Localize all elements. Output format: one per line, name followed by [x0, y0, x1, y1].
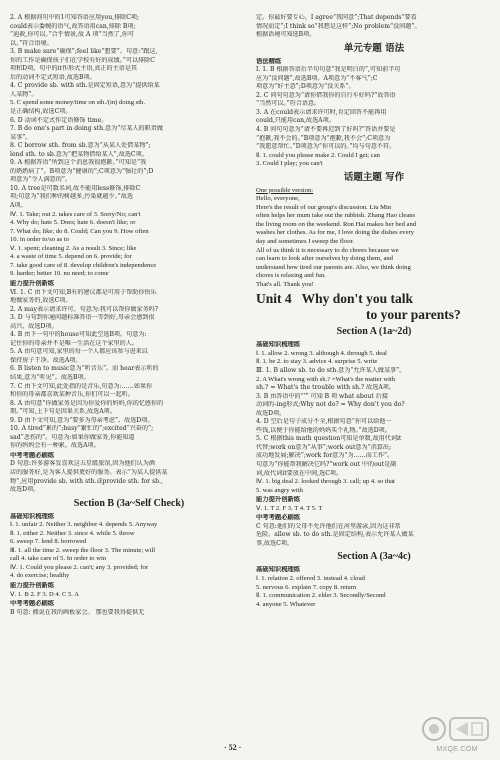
answer-line: 10. in order to/so as to	[10, 236, 69, 244]
answer-line: Ⅰ. 1. B 根据答语后半句句意“我是明白的”,可知前半句	[256, 66, 401, 74]
answer-line: understand how tired our parents are. Also, we think doing	[256, 263, 411, 271]
unit-title-line-2: to your parents?	[366, 307, 461, 323]
answer-line: “抱歉,我不会的。”B项意为“抱歉,我不会”;C项意为	[256, 134, 391, 142]
answer-line: One possible version:	[256, 186, 314, 194]
answer-line: 3. D 与句到你通问题标准答语一等到好,母亲会感到很	[10, 314, 155, 322]
answer-line: 4. anyone 5. Whatever	[256, 600, 316, 608]
answer-line: often helps her mum take out the rubbish. Zhang Hao cleans	[256, 212, 416, 220]
answer-line: 8. C borrow sth. from sb.意为“从某人处借某物”;	[10, 142, 151, 150]
answer-line: 2. A 根据问句中的1可知答语应用you,排除C项;	[10, 14, 140, 21]
answer-line: 10. A tree是可数名词,故不能用less修饰,排除C	[10, 184, 141, 192]
answer-line: D 句意:许多游客发喜欢这五星级旅馆,因为他们认为酒	[10, 460, 155, 468]
answer-line: 2. A What's wrong with sh.? =What's the matter with	[256, 375, 396, 383]
answer-line: 8. A 由句意“你做家务是因为你爱你的妈妈,你的忆感你的	[10, 399, 164, 407]
answer-line: 某事”。	[10, 133, 32, 141]
answer-line: Ⅴ. 1. spent; cleaning 2. As a result 3. Since; like	[10, 244, 137, 252]
answer-line: 6. D 动词不定式作定语修饰 time。	[10, 116, 108, 124]
answer-line: 后的动词不定式短语,故选B项。	[10, 73, 96, 81]
unit-title-line-1: Why don't you talk	[301, 291, 414, 307]
answer-line: Ⅵ. 1. C 由下文可知,B有的建议都是可用于帮助你快乐	[10, 288, 157, 296]
answer-line: 物”,应用provide sb. with sth.或provide sth. for sb.,	[10, 477, 163, 485]
answer-line: All of us think it is necessary to do chores because we	[256, 246, 399, 254]
page-number: · 52 ·	[224, 743, 242, 752]
answer-line: 6. B listen to music意为“听音乐”。而 hear表示听的	[10, 365, 159, 373]
answer-line: 记住你的母亲并不是唯一生活在这个家里的人。	[10, 339, 138, 347]
answer-line: “我愿意帮忙。”D项意为“你可以的。”均与句意不符。	[256, 143, 396, 151]
answer-line: 3. B make sure“确保”;feel like“想要”。句意:“跟这,	[10, 48, 158, 56]
subheading-basic-right-2: 基础知识梳理练	[256, 566, 301, 574]
answer-line: 4. do exercise; healthy	[10, 572, 70, 580]
answer-line: 9. harder; better 10. no need; to come	[10, 270, 109, 278]
answer-line: 5. A 由句意可知,家里的每一个人都应该参与进来以	[10, 348, 148, 356]
right-answers-top	[256, 14, 492, 40]
answer-line: 5. was angry with	[256, 486, 303, 494]
answer-line: 些钱,以便于你能给他的妈妈买个礼物。”故选D项。	[256, 426, 391, 434]
answer-line: 3. B 由答语中的“'” 可知 B 项 what about 后接	[256, 392, 388, 400]
answer-line: 2. A may表示请求许可。句意为:我可以帮你做家务吗?	[10, 305, 159, 313]
answer-line: Ⅳ. 1. Take; out 2. takes care of 3. Sorry/No; can't	[10, 210, 141, 218]
left-column	[10, 14, 248, 617]
watermark-logo	[420, 712, 494, 756]
answer-line: B 句意: 搬说在我的画板家会。 那也要我得提供无	[10, 608, 145, 616]
answer-line: 应为“没问题”,故选B项。A项意为“不客气”;C	[256, 74, 378, 82]
subheading-ability: 能力提升创新练	[10, 279, 55, 287]
answer-line: 保持房子干净。故选A项。	[10, 356, 82, 364]
answer-line: 地做家务的,故选C项。	[10, 297, 72, 305]
answer-line: 项意为“好主意”;D项意为“没关系”。	[256, 83, 355, 91]
answer-line: Hello, everyone,	[256, 195, 300, 203]
answer-line: 9. D 由下文可知,意为“要多为母亲考虑”。故选D项。	[10, 416, 154, 424]
right-grammar-answers	[256, 66, 492, 169]
answer-line: 情况而定”;I think so“我想是这样”;No problem“没问题”。	[256, 22, 421, 30]
answer-line: 的奶奶病了”。B项意为“健康的”;C项意为“强壮的”;D	[10, 167, 154, 175]
right-column	[256, 14, 492, 609]
answer-line: “当然可以。”符合语意。	[256, 100, 321, 108]
left-exam-answers	[10, 460, 248, 494]
answer-line: 动词的-ing形式;Why not do? = Why don't you do?	[256, 401, 405, 409]
right-exam-answers	[256, 523, 492, 549]
answer-line: Ⅰ. 1. allow 2. wrong 3. although 4. through 5. deal	[256, 349, 387, 357]
section-a-title: Section A (1a~2d)	[336, 326, 412, 338]
answer-line: lend sth. to sb.意为“把某物借给某人”,故选C项。	[10, 150, 148, 158]
answer-line: 4. Why do; hate 5. Does; hate 6. doesn't like; or	[10, 219, 136, 227]
subheading-exam-2: 中考考题必刷练	[10, 600, 55, 608]
answer-line: Ⅳ. 1. Could you please 2. can't; any 3. provided; for	[10, 563, 149, 571]
subheading-basic: 基础知识梳理练	[10, 512, 55, 520]
answer-line: 和你的母亲都喜欢某种音乐,你们可以一起听。	[10, 391, 134, 399]
answer-line: 4. D 空后是句子成分不全,根据句意“你可以给他一	[256, 418, 392, 426]
answer-line: Ⅲ. 1. all the time 2. sweep the floor 3. The minute; will	[10, 546, 156, 554]
answer-line: Ⅲ. 1. B allow sb. to do sth.意为“允许某人做某事”。	[256, 366, 406, 374]
answer-line: 7. C 由下文可知,此处指的是音乐,句意为:……如果你	[10, 382, 153, 390]
answer-line: Ⅱ. 1. be 2. to stay 3. advice 4. surprise 5. write	[256, 358, 378, 366]
answer-line: 店的服务好,是为客人提供更好的服务。表示“为某人提供某	[10, 468, 168, 476]
answer-line: 故选D项。	[10, 486, 40, 494]
answer-line: 4. C provide sb. with sth.是固定短语,意为“提供给某	[10, 82, 160, 90]
right-basic-answers-2	[256, 575, 492, 609]
unit-label: Unit 4	[256, 291, 292, 307]
section-b-title: Section B (3a~Self Check)	[73, 497, 185, 509]
answer-line: sh.? = What's the trouble with sh.? 故选A项。	[256, 384, 395, 392]
answer-line: chores is relaxing and fun.	[256, 272, 326, 280]
answer-line: 5. C spend some money/time on sth./(in) doing sth.	[10, 99, 145, 107]
answer-line: 危险。allow sb. to do sth.是固定结构,表示允许某人做某	[256, 531, 414, 539]
answer-line: Ⅱ. 1. could you please make 2. Could I get; can	[256, 151, 380, 159]
answer-line: That's all. Thank you!	[256, 280, 314, 288]
answer-line: Ⅴ. 1. B 2. F 3. D 4. C 5. A	[10, 590, 79, 598]
answer-line: 句意为“你能帮我解决它吗?”work out 中的out是副	[256, 460, 397, 468]
answer-line: Ⅱ. 1. communication 2. elder 3. Secondly/Second	[256, 592, 386, 600]
topic-writing-title: 话题主题 写作	[343, 171, 405, 183]
left-ability-answers-2	[10, 591, 248, 600]
answer-line: 定。你最好要专心。I agree“我同意”;That depends“要看	[256, 14, 417, 21]
answer-line: Ⅰ. 1. unfair 2. Neither 3. neighbor 4. depends 5. Anyway	[10, 521, 158, 529]
answer-line: 高兴。故选D项。	[10, 322, 58, 330]
answer-line: the living room on the weekend. Ron Hai makes her bed and	[256, 220, 417, 228]
subheading-basic-right: 基础知识梳理练	[256, 341, 301, 349]
answer-line: 3. Could I play; you can't	[256, 160, 323, 168]
subheading-ability-2: 能力提升创新练	[10, 582, 55, 589]
answer-line: 项和D项。句中的it作形式主语,真正的主语是其	[10, 65, 138, 73]
answer-line: day and sometimes I sweep the floor.	[256, 238, 354, 246]
answer-line: 4. B 由下一句中的house可知此空选B项。句意为:	[10, 331, 147, 339]
subheading-exam-right: 中考考题必刷练	[256, 514, 301, 522]
answer-line: 人某物”。	[10, 90, 38, 98]
answer-line: 2. C 问句句意为“请你借我你的自行车好吗?”故答语	[256, 91, 396, 99]
answer-line: could,只能用can,故选A项。	[256, 117, 335, 125]
answer-line: 代替;work on意为“从事”;work out意为“消算出;	[256, 443, 392, 451]
answer-line: 期。”可知,上下句是因果关系,故选A项。	[10, 408, 116, 416]
answer-line: can learn to look after ourselves by doing them, and	[256, 255, 393, 263]
answer-line: 事,故选C项。	[256, 539, 294, 547]
answer-line: 6. sweep 7. lend 8. borrowed	[10, 538, 87, 546]
answer-line: 项意为“令人满意的”。	[10, 176, 72, 184]
answer-line: 词,故代词it要放在中间,选C项。	[256, 469, 343, 477]
section-a2-title: Section A (3a~4c)	[337, 551, 411, 563]
answer-line: 你的工作是确保孩子们在学校有好的成绩。”可以排除C	[10, 56, 155, 64]
left-answers-top	[10, 14, 248, 211]
answer-line: 故选D项。	[256, 409, 286, 417]
answer-line: 你的妈妈会有一种累。故选A项。	[10, 442, 100, 450]
answer-line: 5. nervous 6. explain 7. copy 8. return	[256, 583, 357, 591]
answer-line: Ⅳ. 1. big deal 2. looked through 3. call; up 4. so that	[256, 478, 395, 486]
subheading-grammar: 语法精练	[256, 57, 282, 65]
right-basic-answers	[256, 350, 492, 495]
answer-line: “迪救,你可以。”合乎情景,故 A 项“当然了,你可	[10, 31, 134, 39]
answer-line: 4. B 问句句意为“请不要再迟到了好吗?”答语并要是	[256, 126, 396, 134]
watermark-logo-icon	[420, 712, 494, 746]
answer-line: 7. B do one's part in doing sth.意为“尽某人的职责做	[10, 125, 163, 133]
answer-line: Here's the result of our group's discussion. Liu Min	[256, 203, 392, 211]
answer-line: 成功地发展;解决”;work for意为“为……而工作”。	[256, 452, 394, 460]
answer-line: 7. What do; like; do 8. Could; Can you 9. How often	[10, 227, 149, 235]
answer-line: Ⅴ. 1. T 2. F 3. T 4. T 5. T	[256, 504, 323, 512]
answer-line: Ⅱ. 1. either 2. Neither 3. since 4. while 5. throw	[10, 529, 135, 537]
unit-topic-grammar-title: 单元专题 语法	[343, 42, 405, 54]
answer-line: Ⅰ. 1. relation 2. offered 3. instead 4. cloud	[256, 574, 365, 582]
answer-line: 5. C 根据this math question可知是单数,故用代词it	[256, 435, 402, 443]
answer-line: 项;句意为“我们种的树越多,污染就越少。”故选	[10, 193, 133, 201]
unit-title	[256, 291, 492, 307]
left-exam-answers-2	[10, 609, 248, 618]
left-ability-answers	[10, 289, 248, 451]
answer-line: could表示委婉的语气,故答语用can,排除 B项;	[10, 22, 136, 30]
answer-line: 以。”符合语境。	[10, 39, 53, 47]
writing-sample	[256, 187, 492, 290]
answer-line: A项。	[10, 202, 27, 210]
answer-line: 9. A 根据答语“所到这个消息我很抱歉。”可知是“我	[10, 159, 147, 167]
subheading-exam: 中考考题必刷练	[10, 451, 55, 459]
answer-line: call 4. take care of 5. In order to win	[10, 555, 107, 563]
answer-line: 是正确结构,故选C项。	[10, 108, 72, 116]
answer-line: 10. A tired“累的”;busy“繁忙的”;excited“兴奋的”;	[10, 425, 154, 433]
answer-line: 7. take good care of 8. develop children's independence	[10, 261, 157, 269]
left-fill-answers	[10, 211, 248, 279]
watermark-text: MXQE.COM	[436, 746, 478, 753]
answer-line: 根据语境可知选B项。	[256, 31, 316, 39]
answer-line: 3. A 在could表示请求许可时,肯定回答不能再用	[256, 108, 387, 116]
answer-line: 结果,意为“听见”。故选B项。	[10, 373, 90, 381]
right-ability-answers	[256, 505, 492, 514]
answer-line: C 句意:他们的父母不允许他们在河里游泳,因为这非常	[256, 522, 401, 530]
subheading-ability-right: 能力提升创新练	[256, 496, 301, 504]
answer-line: washes her clothes. As for me, I love doing the dishes every	[256, 229, 415, 237]
left-basic-answers	[10, 521, 248, 581]
answer-line: sad“悲伤的”。句意为:如果你做家务,你能知道	[10, 433, 135, 441]
answer-line: 4. a waste of time 5. depend on 6. provide; for	[10, 253, 132, 261]
